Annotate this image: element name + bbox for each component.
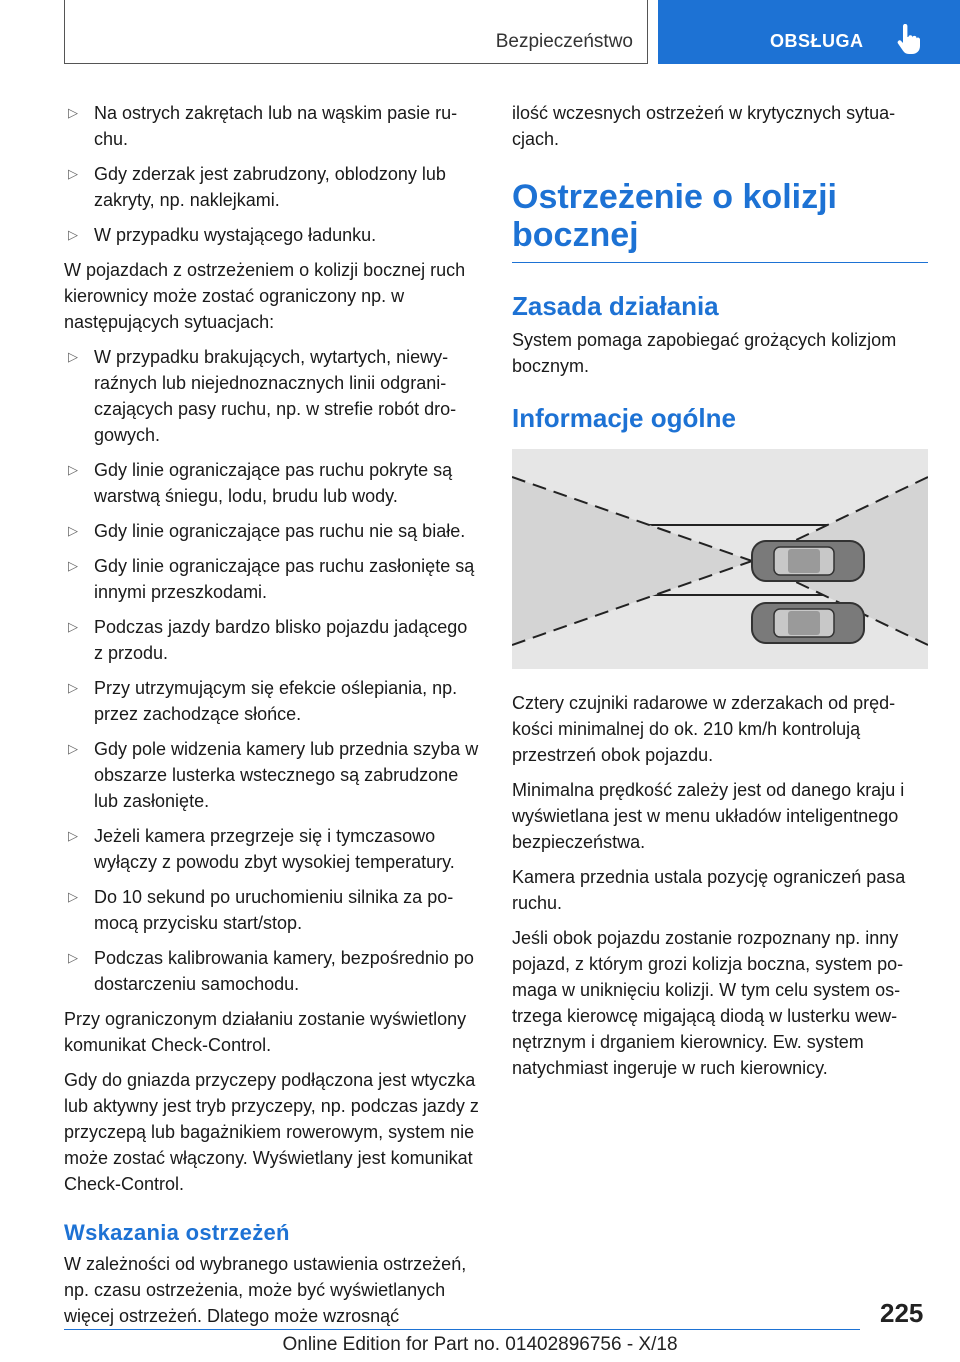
chapter-label: OBSŁUGA: [770, 31, 864, 51]
list-item: ▷ Podczas jazdy bardzo blisko pojazdu jadącego z przodu.: [64, 614, 480, 666]
bullet-list-1: [64, 100, 480, 248]
paragraph: System pomaga zapobiegać grożących kolizjom bocznym.: [512, 330, 897, 376]
paragraph: Gdy do gniazda przyczepy podłączona jest wtyczka lub aktywny jest tryb przyczepy, np. podczas jazdy z przyczepą lub bagażnikiem rowerowym, system nie może zostać włączony. Wyświetlany jest komunikat Check-Control.: [64, 1070, 479, 1194]
chapter-title: Ostrzeżenie o kolizji bocznej: [512, 178, 928, 263]
bullet-list-2: [64, 344, 480, 997]
paragraph: Kamera przednia ustala pozycję ograniczeń pasa ruchu.: [512, 867, 906, 913]
list-item: ▷ Gdy linie ograniczające pas ruchu zasłonięte są innymi przeszkodami.: [64, 553, 480, 605]
section-tab: [64, 0, 648, 64]
paragraph: W zależności od wybranego ustawienia ostrzeżeń, np. czasu ostrzeżenia, może być wyświetlanych więcej ostrzeżeń. Dlatego może wzrosnąć: [64, 1254, 467, 1326]
side-collision-illustration: [512, 449, 928, 669]
triangle-bullet-icon: ▷: [68, 227, 78, 242]
triangle-bullet-icon: ▷: [68, 950, 78, 965]
section-heading-warnings: Wskazania ostrzeżeń: [64, 1220, 290, 1245]
chapter-tab: [658, 0, 960, 64]
list-item: ▷ Do 10 sekund po uruchomieniu silnika za pomocą przycisku start/stop.: [64, 884, 480, 936]
page-number: 225: [880, 1298, 924, 1328]
triangle-bullet-icon: ▷: [68, 462, 78, 477]
list-item: ▷ Gdy pole widzenia kamery lub przednia szyba w obszarze lusterka wstecznego są zabrudzone lub zasłonięte.: [64, 736, 480, 814]
paragraph: Przy ograniczonym działaniu zostanie wyświetlony komunikat Check-Control.: [64, 1009, 467, 1055]
section-heading-general-info: Informacje ogólne: [512, 403, 736, 433]
page-header: [0, 0, 960, 66]
section-heading-principle: Zasada działania: [512, 291, 719, 321]
list-item: ▷ Na ostrych zakrętach lub na wąskim pasie ruchu.: [64, 100, 480, 152]
footer-divider: [64, 1329, 860, 1330]
triangle-bullet-icon: ▷: [68, 105, 78, 120]
triangle-bullet-icon: ▷: [68, 166, 78, 181]
triangle-bullet-icon: ▷: [68, 680, 78, 695]
hand-pointer-icon: [894, 24, 922, 56]
triangle-bullet-icon: ▷: [68, 828, 78, 843]
triangle-bullet-icon: ▷: [68, 523, 78, 538]
paragraph: ilość wczesnych ostrzeżeń w krytycznych sytuacjach.: [512, 103, 896, 149]
right-column: [512, 100, 928, 1090]
paragraph: Minimalna prędkość zależy jest od danego kraju i wyświetlana jest w menu układów inteligentnego bezpieczeństwa.: [512, 780, 905, 852]
list-item: ▷ Jeżeli kamera przegrzeje się i tymczasowo wyłączy z powodu zbyt wysokiej temperatury.: [64, 823, 480, 875]
list-item: ▷ Podczas kalibrowania kamery, bezpośrednio po dostarczeniu samochodu.: [64, 945, 480, 997]
triangle-bullet-icon: ▷: [68, 741, 78, 756]
adjacent-car-icon: [752, 603, 864, 643]
own-car-icon: [752, 541, 864, 581]
list-item: ▷ W przypadku brakujących, wytartych, niewyraźnych lub niejednoznacznych linii odgraniczających pasy ruchu, np. w strefie robót drogowych.: [64, 344, 480, 448]
left-column: [64, 100, 480, 1338]
paragraph: Jeśli obok pojazdu zostanie rozpoznany np. inny pojazd, z którym grozi kolizja boczna, system pomaga w uniknięciu kolizji. W tym celu system ostrzega kierowcę migającą diodą w lusterku wewnętrznym i drganiem kierownicy. Ew. system natychmiast ingeruje w ruch kierownicy.: [512, 928, 904, 1078]
paragraph: Cztery czujniki radarowe w zderzakach od prędkości minimalnej do ok. 210 km/h kontrolują przestrzeń obok pojazdu.: [512, 693, 896, 765]
triangle-bullet-icon: ▷: [68, 619, 78, 634]
list-item: ▷ Przy utrzymującym się efekcie oślepiania, np. przez zachodzące słońce.: [64, 675, 480, 727]
triangle-bullet-icon: ▷: [68, 349, 78, 364]
list-item: ▷ Gdy linie ograniczające pas ruchu nie są białe.: [64, 518, 480, 544]
footer-edition: Online Edition for Part no. 01402896756 - X/18: [282, 1334, 678, 1355]
triangle-bullet-icon: ▷: [68, 558, 78, 573]
list-item: ▷ Gdy zderzak jest zabrudzony, oblodzony lub zakryty, np. naklejkami.: [64, 161, 480, 213]
list-item: ▷ W przypadku wystającego ładunku.: [64, 222, 480, 248]
list-item: ▷ Gdy linie ograniczające pas ruchu pokryte są warstwą śniegu, lodu, brudu lub wody.: [64, 457, 480, 509]
paragraph: W pojazdach z ostrzeżeniem o kolizji bocznej ruch kierownicy może zostać ograniczony np. w następujących sytuacjach:: [64, 260, 466, 332]
triangle-bullet-icon: ▷: [68, 889, 78, 904]
section-label: Bezpieczeństwo: [495, 31, 633, 52]
